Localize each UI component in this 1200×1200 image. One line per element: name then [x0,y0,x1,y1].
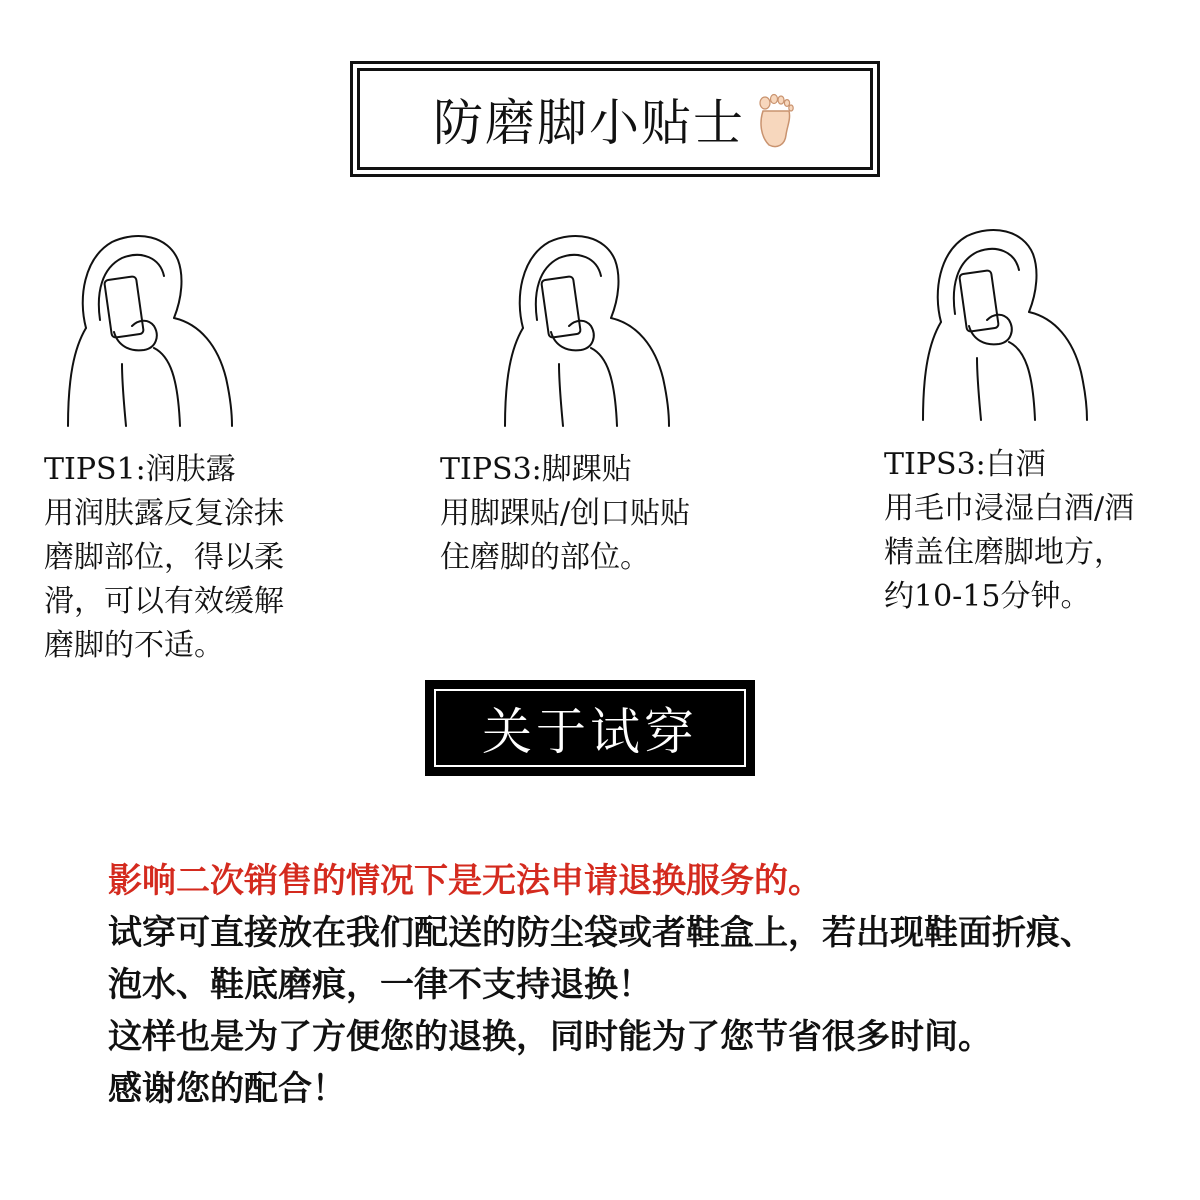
tip-3-line-2: 精盖住磨脚地方， [884,535,1124,570]
tip-1 [44,448,374,668]
foot-icon [753,89,797,149]
tip-1-title: TIPS1:润肤露 [44,452,236,487]
try-on-notice [108,855,1188,1115]
tip-2-line-1: 用脚踝贴/创口贴贴 [440,496,691,531]
tip-3-line-1: 用毛巾浸湿白酒/酒 [884,491,1135,526]
tip-2-title: TIPS3:脚踝贴 [440,452,632,487]
title-box [357,68,873,170]
hooded-person-illustration-3 [915,222,1095,422]
hooded-person-illustration-1 [60,228,240,428]
tip-3-line-3: 约10-15分钟。 [884,579,1091,614]
hooded-person-illustration-2 [497,228,677,428]
notice-warning: 影响二次销售的情况下是无法申请退换服务的。 [108,861,822,901]
notice-line-1: 试穿可直接放在我们配送的防尘袋或者鞋盒上，若出现鞋面折痕、 [108,913,1094,953]
notice-line-3: 这样也是为了方便您的退换，同时能为了您节省很多时间。 [108,1017,992,1057]
tip-1-line-3: 滑，可以有效缓解 [44,584,284,619]
tip-1-line-4: 磨脚的不适。 [44,628,224,663]
tip-1-line-1: 用润肤露反复涂抹 [44,496,284,531]
tip-2-line-2: 住磨脚的部位。 [440,540,650,575]
tip-3 [884,443,1194,619]
notice-line-2: 泡水、鞋底磨痕，一律不支持退换！ [108,965,652,1005]
page-title: 防磨脚小贴士 [433,94,745,152]
tip-2 [440,448,770,580]
notice-line-4: 感谢您的配合！ [108,1069,346,1109]
section-heading-box [425,680,755,776]
section-heading: 关于试穿 [482,703,698,761]
tip-1-line-2: 磨脚部位，得以柔 [44,540,284,575]
tip-3-title: TIPS3:白酒 [884,447,1046,482]
